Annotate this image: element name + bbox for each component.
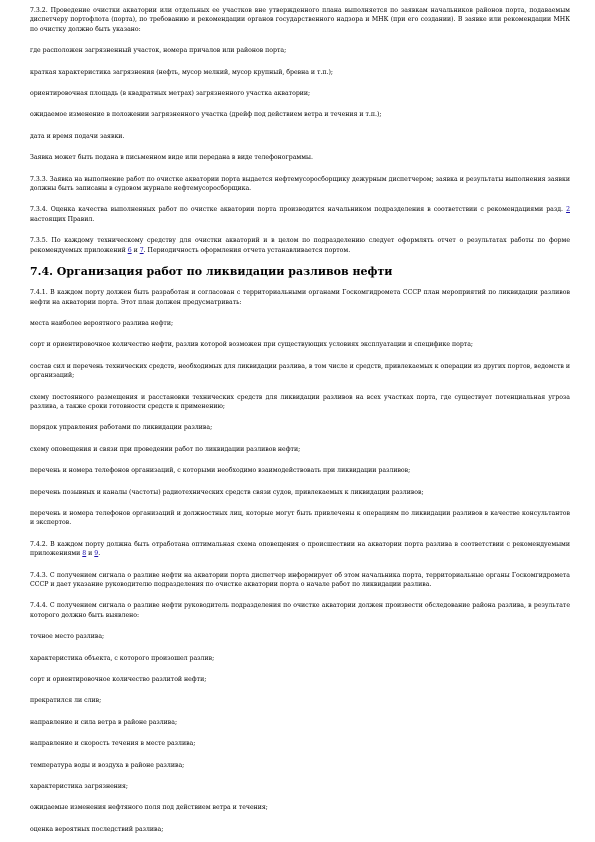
list-item-current: направление и скорость течения в месте разлива; xyxy=(30,740,196,748)
list-item-drift: ожидаемое изменение в положении загрязненного участка (дрейф под действием ветра и течения и т.п.); xyxy=(30,111,382,119)
list-item-wind: направление и сила ветра в районе разлива; xyxy=(30,718,178,726)
paragraph-7-3-5-text-mid: и xyxy=(131,246,140,254)
list-item-stopped: прекратился ли слив; xyxy=(30,697,102,705)
list-item-field-changes: ожидаемые изменения нефтяного поля под действием ветра и течения; xyxy=(30,804,268,812)
list-item-consequences: оценка вероятных последствий разлива; xyxy=(30,825,164,833)
section-heading-7-4: 7.4. Организация работ по ликвидации разливов нефти xyxy=(30,265,393,279)
paragraph-request-form: Заявка может быть подана в письменном виде или передана в виде телефонограммы. xyxy=(30,154,313,162)
paragraph-7-3-4-text-b: настоящих Правил. xyxy=(30,215,95,223)
paragraph-7-4-3: 7.4.3. С получением сигнала о разливе нефти на акватории порта диспетчер информирует об этом начальника порта, территориальные органы Госкомгидромета СССР и дает указание руководителю подразделения по очистке акватории порта о начале работ по ликвидации разлива. xyxy=(30,571,570,588)
link-section-2[interactable]: 2 xyxy=(566,206,570,214)
paragraph-7-4-4: 7.4.4. С получением сигнала о разливе нефти руководитель подразделения по очистке акватории должен произвести обследование района разлива, в результате которого должно быть выявлено: xyxy=(30,602,570,619)
list-item-consultants: перечень и номера телефонов организаций и должностных лиц, которые могут быть привлечены к операциям по ликвидации разливов в качестве консультантов и экспертов. xyxy=(30,509,570,527)
list-item-call-signs: перечень позывных и каналы (частоты) радиотехнических средств связи судов, привлекаемых к ликвидации разливов; xyxy=(30,488,424,496)
list-item-spilled-oil: сорт и ориентировочное количество разлитой нефти; xyxy=(30,676,207,684)
paragraph-7-3-5 xyxy=(30,236,570,255)
link-appendix-9[interactable]: 9 xyxy=(94,550,99,558)
list-item-characteristic: характеристика загрязнения; xyxy=(30,783,128,791)
document-page xyxy=(30,6,570,834)
list-item-probable-places: места наиболее вероятного разлива нефти; xyxy=(30,319,174,327)
list-item-exact-place: точное место разлива; xyxy=(30,633,105,641)
paragraph-7-3-5-text-a: 7.3.5. По каждому техническому средству для очистки акваторий и в целом по подразделению следует оформлять отчет о результатах работы по форме рекомендуемых приложений xyxy=(30,237,570,254)
list-item-pollution-type: краткая характеристика загрязнения (нефть, мусор мелкий, мусор крупный, бревна и т.п.); xyxy=(30,68,333,76)
list-item-location: где расположен загрязненный участок, номера причалов или районов порта; xyxy=(30,47,287,55)
paragraph-7-4-2-text-mid: и xyxy=(86,550,95,558)
list-item-placement-scheme: схему постоянного размещения и расстановки технических средств для ликвидации разливов на всех участках порта, где существует потенциальная угроза разлива, а также сроки готовности средств к применению; xyxy=(30,393,570,410)
paragraph-7-4-1: 7.4.1. В каждом порту должен быть разработан и согласован с территориальными органами Госкомгидромета СССР план мероприятий по ликвидации разливов нефти на акватории порта. Этот план должен предусматривать: xyxy=(30,289,570,306)
link-appendix-7[interactable]: 7 xyxy=(139,246,144,254)
list-item-object: характеристика объекта, с которого произошел разлив; xyxy=(30,654,215,662)
list-item-temperature: температура воды и воздуха в районе разлива; xyxy=(30,761,185,769)
list-item-management: порядок управления работами по ликвидации разлива; xyxy=(30,424,213,432)
list-item-phone-orgs: перечень и номера телефонов организаций, с которыми необходимо взаимодействовать при ликвидации разливов; xyxy=(30,467,411,475)
list-item-date: дата и время подачи заявки. xyxy=(30,132,125,140)
paragraph-7-3-4-text-a: 7.3.4. Оценка качества выполненных работ по очистке акватории порта производится начальником подразделения в соответствии с рекомендациями разд. xyxy=(30,206,567,214)
link-appendix-6[interactable]: 6 xyxy=(127,246,132,254)
link-appendix-8[interactable]: 8 xyxy=(82,550,87,558)
paragraph-7-4-2-text-b: . xyxy=(98,550,101,558)
paragraph-7-3-5-text-b: . Периодичность оформления отчета устанавливается портом. xyxy=(143,246,351,254)
paragraph-7-3-2: 7.3.2. Проведение очистки акватории или отдельных ее участков вне утвержденного плана выполняется по заявкам начальников районов порта, подаваемым диспетчеру портофлота (порта), по требованию и рекомендации органов государственного надзора и МНК (при его создании). В заявке или рекомендации МНК по очистку должно быть указано: xyxy=(30,7,570,33)
paragraph-7-3-3: 7.3.3. Заявка на выполнение работ по очистке акватории порта выдается нефтемусоросборщику дежурным диспетчером; заявка и результаты выполнения заявки должны быть записаны в судовом журнале нефтемусоросборщика. xyxy=(30,175,570,193)
paragraph-7-3-4 xyxy=(30,205,570,224)
list-item-notification: схему оповещения и связи при проведении работ по ликвидации разливов нефти; xyxy=(30,445,301,453)
paragraph-7-4-2-text-a: 7.4.2. В каждом порту должна быть отработана оптимальная схема оповещения о происшествии на акватории порта разлива в соответствии с рекомендуемыми приложениями xyxy=(30,540,570,558)
list-item-forces: состав сил и перечень технических средств, необходимых для ликвидации разлива, в том числе и средств, привлекаемых к операции из других портов, ведомств и организаций; xyxy=(30,362,570,380)
list-item-area: ориентировочная площадь (в квадратных метрах) загрязненного участка акватории; xyxy=(30,90,311,98)
list-item-oil-grade: сорт и ориентировочное количество нефти, разлив которой возможен при существующих условиях эксплуатации и специфике порта; xyxy=(30,341,473,349)
paragraph-7-4-2 xyxy=(30,540,570,559)
